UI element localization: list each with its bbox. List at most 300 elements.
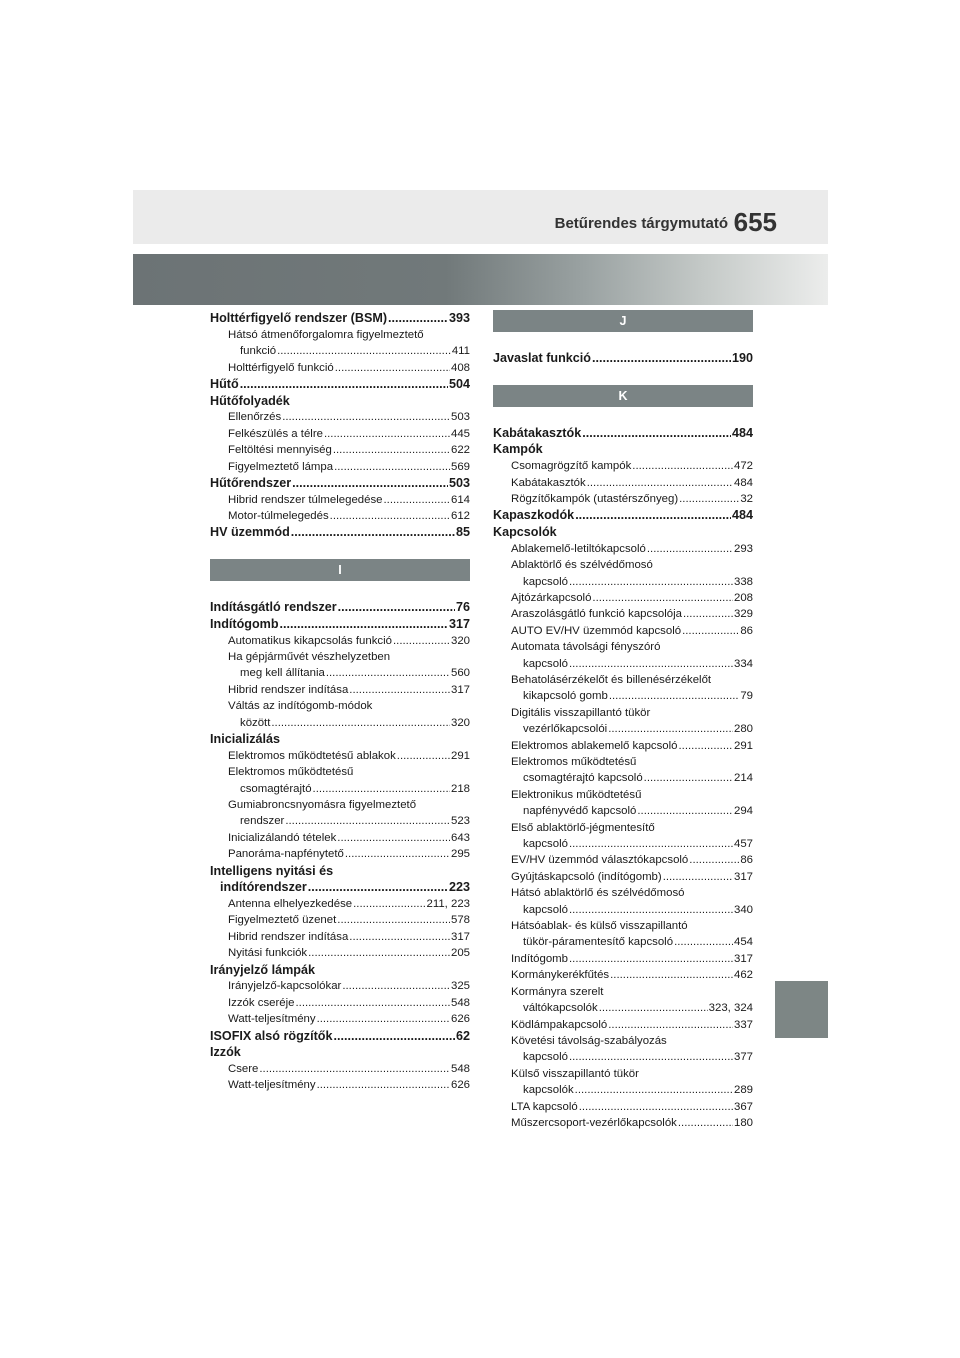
dot-leader [330,508,450,524]
entry-label: Elektromos működtetésű [511,756,637,769]
entry-label: Inicializálás [210,732,281,747]
index-subentry [493,606,753,622]
index-entry [210,879,470,896]
dot-leader [599,1000,708,1016]
dot-leader [292,475,448,492]
dot-leader [313,781,450,797]
index-subentry [210,912,470,928]
dot-leader [679,738,733,754]
entry-label: Irányjelző lámpák [210,962,315,977]
index-subentry [493,1000,753,1016]
entry-label: Panoráma-napfénytető [228,848,344,861]
index-subentry [210,426,470,442]
entry-label: Felkészülés a télre [228,427,323,440]
index-entry [210,962,470,979]
entry-page-number: 325 [450,980,470,993]
entry-label: Watt-teljesítmény [228,1079,316,1092]
entry-label: tükör-páramentesítő kapcsoló [523,936,674,949]
entry-label: Motor-túlmelegedés [228,510,329,523]
entry-label: Izzók [210,1045,241,1060]
index-subentry [493,1082,753,1098]
index-entry [210,599,470,616]
entry-page-number: 340 [733,903,753,916]
entry-page-number: 293 [733,542,753,555]
entry-page-number: 291 [450,749,470,762]
index-subentry [210,995,470,1011]
dot-leader [308,945,450,961]
entry-page-number: 317 [733,870,753,883]
entry-label: Araszolásgátló funkció kapcsolója [511,608,682,621]
index-entry [210,1044,470,1061]
entry-label: kapcsoló [523,838,568,851]
index-subentry [493,738,753,754]
entry-page-number: 280 [733,723,753,736]
index-entry [493,350,753,367]
entry-page-number: 626 [450,1079,470,1092]
entry-page-number: 291 [733,739,753,752]
entry-page-number: 323, 324 [708,1002,753,1015]
index-subentry [210,649,470,665]
entry-label: Ellenőrzés [228,411,282,424]
index-subentry [210,1061,470,1077]
entry-page-number: 643 [450,831,470,844]
index-entry [493,425,753,442]
entry-label: Elektromos működtetésű [228,766,354,779]
dot-leader [349,682,450,698]
entry-label: Első ablaktörlő-jégmentesítő [511,821,655,834]
dot-leader [682,623,739,639]
entry-page-number: 548 [450,996,470,1009]
dot-leader [353,896,425,912]
entry-page-number: 393 [448,311,470,325]
entry-page-number: 484 [731,425,753,440]
entry-page-number: 445 [450,427,470,440]
dot-leader [338,599,455,616]
entry-page-number: 190 [731,351,753,365]
dot-leader [291,524,455,541]
dot-leader [259,1061,450,1077]
dot-leader [569,902,733,918]
dot-leader [592,590,733,606]
entry-label: Holttérfigyelő funkció [228,361,334,374]
dot-leader [317,1077,450,1093]
entry-label: Ablaktörlő és szélvédőmosó [511,559,653,572]
index-subentry [210,846,470,862]
entry-page-number: 180 [733,1116,753,1129]
section-side-tab [775,981,828,1038]
dot-leader [637,803,733,819]
entry-label: Elektromos ablakemelő kapcsoló [511,739,678,752]
entry-page-number: 317 [448,616,470,631]
entry-page-number: 334 [733,657,753,670]
entry-page-number: 614 [450,493,470,506]
entry-page-number: 208 [733,591,753,604]
entry-label: Antenna elhelyezkedése [228,897,353,910]
entry-label: Csomagrögzítő kampók [511,460,632,473]
index-column-right [493,310,753,1131]
dot-leader [240,376,448,393]
index-subentry [493,590,753,606]
index-subentry [210,797,470,813]
entry-page-number: 62 [455,1028,470,1043]
dot-leader [575,1082,733,1098]
entry-page-number: 79 [740,690,753,703]
entry-page-number: 408 [450,361,470,374]
entry-label: Hátsó ablaktörlő és szélvédőmosó [511,887,685,900]
entry-label: Ablakemelő-letiltókapcsoló [511,542,646,555]
entry-page-number: 503 [450,411,470,424]
entry-label: Indításgátló rendszer [210,600,337,615]
entry-label: Kabátakasztók [511,476,586,489]
entry-page-number: 503 [448,475,470,490]
entry-page-number: 457 [733,838,753,851]
dot-leader [644,770,733,786]
entry-label: Feltöltési mennyiség [228,444,332,457]
entry-page-number: 86 [740,854,753,867]
entry-label: Kormánykerékfűtés [511,969,610,982]
index-subentry [493,967,753,983]
index-subentry [493,1066,753,1082]
entry-label: Hűtő [210,376,239,391]
index-subentry [210,813,470,829]
index-subentry [210,360,470,376]
entry-label: Holttérfigyelő rendszer (BSM) [210,311,388,325]
index-subentry [493,672,753,688]
index-subentry [210,715,470,731]
entry-label: Digitális visszapillantó tükör [511,706,651,719]
index-subentry [210,633,470,649]
dot-leader [271,715,450,731]
dot-leader [569,574,733,590]
index-subentry [210,896,470,912]
entry-page-number: 329 [733,608,753,621]
dot-leader [610,967,733,983]
entry-page-number: 578 [450,914,470,927]
dot-leader [397,748,450,764]
entry-page-number: 411 [451,345,470,358]
dot-leader [663,869,733,885]
index-subentry [210,492,470,508]
index-subentry [210,698,470,714]
index-subentry [493,1017,753,1033]
entry-label: kapcsoló [523,903,568,916]
dot-leader [324,426,450,442]
dot-leader [333,1028,455,1045]
entry-label: Követési távolság-szabályozás [511,1034,667,1047]
index-entry [210,310,470,327]
index-entry [210,475,470,492]
index-subentry [493,869,753,885]
index-subentry [210,459,470,475]
entry-label: Kormányra szerelt [511,985,604,998]
entry-page-number: 612 [450,510,470,523]
entry-label: Kapaszkodók [493,508,575,523]
entry-label: AUTO EV/HV üzemmód kapcsoló [511,624,682,637]
entry-label: Izzók cseréje [228,996,295,1009]
index-entry [210,731,470,748]
entry-page-number: 484 [733,476,753,489]
entry-label: Kabátakasztók [493,425,582,440]
index-subentry [493,639,753,655]
index-subentry [493,836,753,852]
index-subentry [493,770,753,786]
entry-page-number: 454 [733,936,753,949]
entry-label: Ködlámpakapcsoló [511,1018,608,1031]
dot-leader [333,442,450,458]
dot-leader [582,425,731,442]
dot-leader [608,1017,733,1033]
entry-label: csomagtérajtó kapcsoló [523,772,643,785]
entry-label: Műszercsoport-vezérlőkapcsolók [511,1116,677,1129]
index-subentry [493,656,753,672]
entry-page-number: 85 [455,525,470,540]
index-subentry [210,682,470,698]
index-subentry [493,458,753,474]
index-subentry [493,491,753,507]
entry-label: Watt-teljesítmény [228,1013,316,1026]
index-subentry [493,1099,753,1115]
index-subentry [210,1011,470,1027]
entry-page-number: 214 [733,772,753,785]
entry-page-number: 289 [733,1084,753,1097]
index-entry [210,863,470,880]
entry-label: Gumiabroncsnyomásra figyelmeztető [228,798,417,811]
letter-section-bar: J [493,310,753,332]
entry-page-number: 320 [450,716,470,729]
dot-leader [683,606,733,622]
entry-label: Intelligens nyitási és [210,863,334,878]
index-subentry [210,508,470,524]
dot-leader [587,475,733,491]
index-subentry [210,327,470,343]
entry-label: kapcsolók [523,1084,574,1097]
entry-label: Váltás az indítógomb-módok [228,700,373,713]
entry-page-number: 367 [733,1100,753,1113]
entry-page-number: 484 [731,508,753,523]
dot-leader [569,836,733,852]
dot-leader [308,879,448,896]
dot-leader [282,409,450,425]
entry-page-number: 205 [450,947,470,960]
index-subentry [210,781,470,797]
index-subentry [493,885,753,901]
entry-label: Figyelmeztető lámpa [228,460,334,473]
entry-page-number: 626 [450,1013,470,1026]
entry-label: rendszer [240,815,285,828]
entry-label: Figyelmeztető üzenet [228,914,337,927]
entry-label: között [240,716,271,729]
index-subentry [493,902,753,918]
entry-label: ISOFIX alsó rögzítők [210,1028,333,1043]
index-subentry [210,830,470,846]
dot-leader [679,491,739,507]
index-subentry [210,748,470,764]
entry-label: Gyújtáskapcsoló (indítógomb) [511,870,662,883]
index-subentry [493,918,753,934]
index-subentry [210,442,470,458]
index-subentry [493,475,753,491]
dot-leader [393,633,450,649]
entry-label: Hibrid rendszer túlmelegedése [228,493,383,506]
entry-page-number: 211, 223 [426,897,470,910]
dot-leader [569,656,733,672]
entry-label: napfényvédő kapcsoló [523,805,637,818]
entry-label: Külső visszapillantó tükör [511,1067,639,1080]
letter-section-bar: K [493,385,753,407]
index-entry [210,1028,470,1045]
index-subentry [493,984,753,1000]
index-entry [210,524,470,541]
index-subentry [493,1033,753,1049]
entry-page-number: 223 [448,880,470,895]
entry-page-number: 377 [733,1051,753,1064]
index-subentry [493,787,753,803]
index-subentry [493,623,753,639]
page-title: Betűrendes tárgymutató [554,215,728,232]
entry-label: Elektronikus működtetésű [511,788,642,801]
entry-label: Kampók [493,442,543,457]
entry-page-number: 569 [450,460,470,473]
dot-leader [295,995,450,1011]
index-entry [210,376,470,393]
index-subentry [493,1115,753,1131]
index-entry [493,441,753,458]
dot-leader [632,458,733,474]
dot-leader [674,934,733,950]
entry-label: LTA kapcsoló [511,1100,578,1113]
dot-leader [337,830,450,846]
index-subentry [493,1049,753,1065]
index-entry [210,616,470,633]
entry-page-number: 504 [448,376,470,391]
dot-leader [345,846,450,862]
entry-label: Hűtőrendszer [210,475,292,490]
index-subentry [210,343,470,359]
index-subentry [210,978,470,994]
entry-page-number: 320 [450,634,470,647]
entry-label: Ha gépjárművét vészhelyzetben [228,650,391,663]
entry-label: indítórendszer [220,880,307,895]
index-subentry [210,945,470,961]
entry-label: vezérlőkapcsolói [523,723,608,736]
entry-label: Inicializálandó tételek [228,831,337,844]
entry-page-number: 218 [450,782,470,795]
dot-leader [337,912,450,928]
entry-page-number: 317 [733,952,753,965]
dot-leader [285,813,450,829]
index-entry [493,524,753,541]
entry-page-number: 462 [733,969,753,982]
entry-label: kapcsoló [523,575,568,588]
entry-label: funkció [240,345,277,358]
entry-page-number: 523 [450,815,470,828]
dot-leader [335,360,450,376]
entry-label: kapcsoló [523,1051,568,1064]
dot-leader [689,852,739,868]
index-subentry [493,705,753,721]
entry-label: csomagtérajtó [240,782,312,795]
index-entry [493,507,753,524]
index-subentry [493,951,753,967]
dot-leader [592,350,731,367]
dot-leader [609,688,739,704]
dot-leader [678,1115,733,1131]
index-subentry [493,803,753,819]
index-entry [210,393,470,410]
entry-label: Kapcsolók [493,525,557,540]
index-subentry [493,574,753,590]
entry-page-number: 548 [450,1062,470,1075]
entry-page-number: 317 [450,683,470,696]
index-subentry [493,688,753,704]
entry-label: kikapcsoló gomb [523,690,608,703]
index-subentry [493,852,753,868]
entry-label: Javaslat funkció [493,351,591,365]
entry-label: Automata távolsági fényszóró [511,641,661,654]
letter-section-bar: I [210,559,470,581]
dot-leader [569,1049,733,1065]
dot-leader [647,541,733,557]
dot-leader [569,951,733,967]
entry-page-number: 76 [455,600,470,615]
dot-leader [388,310,448,327]
dot-leader [384,492,450,508]
entry-label: kapcsoló [523,657,568,670]
entry-page-number: 32 [740,492,753,505]
entry-page-number: 294 [733,805,753,818]
entry-label: Irányjelző-kapcsolókar [228,980,342,993]
entry-label: Hátsóablak- és külső visszapillantó [511,920,688,933]
page-number: 655 [733,207,777,237]
entry-label: Csere [228,1062,259,1075]
entry-label: Hibrid rendszer indítása [228,930,349,943]
entry-page-number: 622 [450,444,470,457]
entry-label: Hűtőfolyadék [210,393,290,408]
index-subentry [210,409,470,425]
index-subentry [493,754,753,770]
index-subentry [493,820,753,836]
entry-label: Automatikus kikapcsolás funkció [228,634,392,647]
index-subentry [493,721,753,737]
index-subentry [210,764,470,780]
entry-label: EV/HV üzemmód választókapcsoló [511,854,689,867]
entry-label: Nyitási funkciók [228,947,308,960]
index-subentry [493,557,753,573]
dot-leader [280,616,448,633]
dot-leader [326,665,450,681]
index-subentry [210,929,470,945]
dot-leader [277,343,451,359]
entry-label: Indítógomb [511,952,568,965]
entry-page-number: 295 [450,848,470,861]
entry-label: váltókapcsolók [523,1002,598,1015]
index-subentry [493,541,753,557]
dot-leader [334,459,450,475]
entry-page-number: 86 [740,624,753,637]
entry-label: Hátsó átmenőforgalomra figyelmeztető [228,328,424,341]
entry-label: Behatolásérzékelőt és billenésérzékelőt [511,673,712,686]
entry-label: Elektromos működtetésű ablakok [228,749,396,762]
entry-page-number: 337 [733,1018,753,1031]
entry-label: Rögzítőkampók (utastérszőnyeg) [511,492,679,505]
dot-leader [575,507,731,524]
dot-leader [349,929,450,945]
dot-leader [317,1011,450,1027]
entry-label: Indítógomb [210,616,279,631]
index-subentry [493,934,753,950]
entry-page-number: 338 [733,575,753,588]
entry-label: meg kell állítania [240,667,325,680]
